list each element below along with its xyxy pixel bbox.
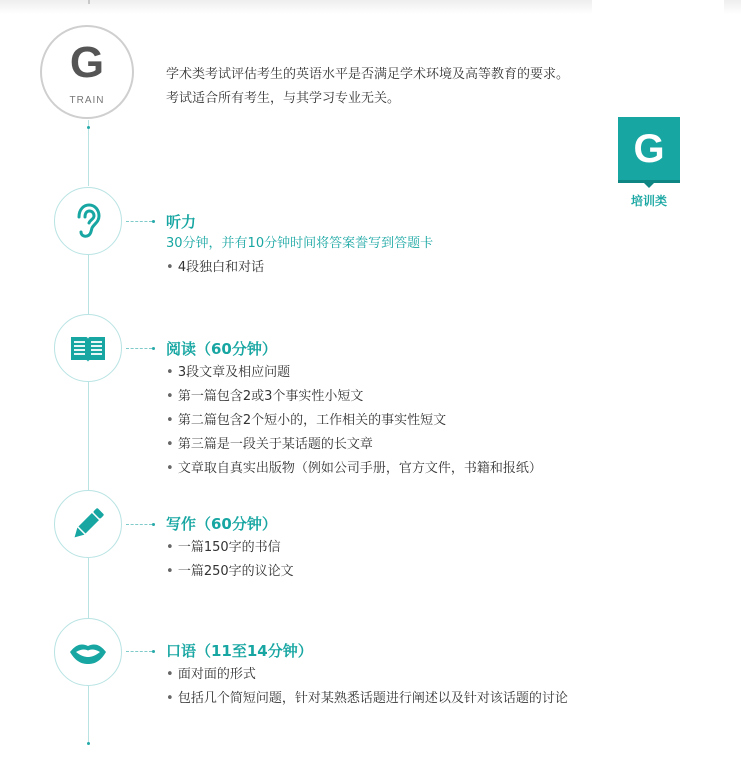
pencil-icon [68, 504, 108, 544]
speaking-icon-circle [54, 618, 122, 686]
connector [126, 221, 152, 222]
timeline-segment [88, 120, 89, 186]
g-train-logo [40, 25, 134, 119]
timeline-segment [88, 558, 89, 618]
timeline-segment [88, 686, 89, 744]
connector [126, 348, 152, 349]
intro-text [166, 63, 569, 111]
badge-box [618, 117, 680, 183]
section-title: 写作（60分钟） [166, 515, 277, 533]
timeline-dot [87, 126, 90, 129]
section-title: 听力 [166, 213, 197, 231]
lips-icon [68, 632, 108, 672]
timeline-segment [88, 382, 89, 490]
ear-icon [68, 201, 108, 241]
writing-icon-circle [54, 490, 122, 558]
book-icon [68, 328, 108, 368]
section-writing [166, 514, 294, 584]
section-listening [166, 212, 433, 280]
listening-icon-circle [54, 187, 122, 255]
connector-dot [152, 650, 155, 653]
section-items [166, 536, 294, 584]
intro-line-2: 考试适合所有考生，与其学习专业无关。 [166, 91, 401, 106]
list-item: • 一篇150字的书信 [166, 536, 294, 560]
timeline-dot [87, 742, 90, 745]
section-reading [166, 339, 542, 481]
list-item: • 第三篇是一段关于某话题的长文章 [166, 433, 542, 457]
intro-line-1: 学术类考试评估考生的英语水平是否满足学术环境及高等教育的要求。 [166, 67, 570, 82]
connector [126, 524, 152, 525]
section-speaking [166, 641, 568, 711]
connector [126, 651, 152, 652]
timeline-segment [88, 254, 89, 314]
list-item: • 3段文章及相应问题 [166, 361, 542, 385]
general-training-badge [618, 117, 680, 209]
list-item: • 包括几个简短问题，针对某熟悉话题进行阐述以及针对该话题的讨论 [166, 687, 568, 711]
section-items [166, 361, 542, 481]
section-title: 阅读（60分钟） [166, 340, 277, 358]
connector-dot [152, 220, 155, 223]
list-item: • 文章取自真实出版物（例如公司手册，官方文件，书籍和报纸） [166, 457, 542, 481]
connector-dot [152, 347, 155, 350]
list-item: • 第二篇包含2个短小的，工作相关的事实性短文 [166, 409, 542, 433]
logo-caption: TRAIN [69, 95, 105, 106]
logo-letter: G [69, 38, 105, 87]
badge-letter: G [633, 127, 665, 171]
badge-label: 培训类 [630, 194, 667, 208]
list-item: • 一篇250字的议论文 [166, 560, 294, 584]
section-subtitle: 30分钟，并有10分钟时间将答案誊写到答题卡 [166, 236, 434, 251]
corner-panel [592, 0, 724, 108]
reading-icon-circle [54, 314, 122, 382]
list-item: • 4段独白和对话 [166, 256, 433, 280]
connector-dot [152, 523, 155, 526]
list-item: • 第一篇包含2或3个事实性小短文 [166, 385, 542, 409]
section-title: 口语（11至14分钟） [166, 642, 313, 660]
section-items [166, 663, 568, 711]
section-items [166, 256, 433, 280]
top-nick [88, 0, 90, 4]
list-item: • 面对面的形式 [166, 663, 568, 687]
